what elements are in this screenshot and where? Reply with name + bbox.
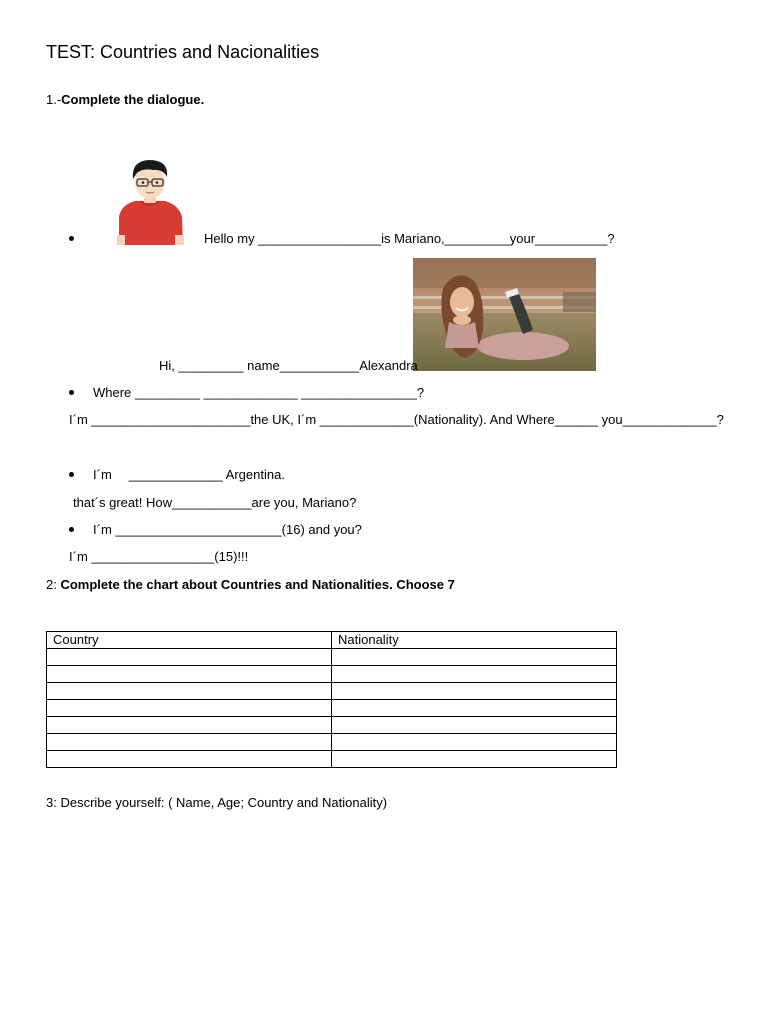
page-title: TEST: Countries and Nacionalities <box>46 42 320 62</box>
table-body <box>47 649 617 768</box>
header-country: Country <box>47 632 332 649</box>
nationality-cell[interactable] <box>332 717 617 734</box>
dialogue-line-7: I´m _______________________(16) and you? <box>93 522 362 537</box>
country-cell[interactable] <box>47 734 332 751</box>
dialogue-line-5-start: I´m <box>93 467 112 482</box>
section-1-number: 1.- <box>46 92 62 107</box>
country-cell[interactable] <box>47 751 332 768</box>
table-row <box>47 666 617 683</box>
section-1-heading <box>46 92 204 107</box>
nationality-cell[interactable] <box>332 751 617 768</box>
table-row <box>47 683 617 700</box>
section-2-title: Complete the chart about Countries and Nationalities. Choose 7 <box>60 577 455 592</box>
bullet-2 <box>69 390 74 395</box>
table-row <box>47 700 617 717</box>
countries-nationalities-table <box>46 631 617 768</box>
bullet-3 <box>69 472 74 477</box>
girl-photo-image <box>413 258 596 371</box>
country-cell[interactable] <box>47 683 332 700</box>
section-1-title: Complete the dialogue. <box>61 92 205 107</box>
dialogue-line-8: I´m _________________(15)!!! <box>69 549 249 564</box>
table-row <box>47 751 617 768</box>
dialogue-line-6: that´s great! How___________are you, Mariano? <box>73 495 357 510</box>
nationality-cell[interactable] <box>332 700 617 717</box>
nationality-cell[interactable] <box>332 649 617 666</box>
table-row <box>47 734 617 751</box>
country-cell[interactable] <box>47 649 332 666</box>
table-row <box>47 717 617 734</box>
country-cell[interactable] <box>47 700 332 717</box>
nationality-cell[interactable] <box>332 683 617 700</box>
nationality-cell[interactable] <box>332 666 617 683</box>
bullet-4 <box>69 527 74 532</box>
dialogue-line-3: Where _________ _____________ ________________? <box>93 385 425 400</box>
section-2-heading <box>46 577 455 592</box>
boy-cartoon-image <box>113 157 187 245</box>
section-3-heading: 3: Describe yourself: ( Name, Age; Country and Nationality) <box>46 795 388 810</box>
header-nationality: Nationality <box>332 632 617 649</box>
dialogue-line-5 <box>93 467 285 482</box>
nationality-cell[interactable] <box>332 734 617 751</box>
section-2-number: 2: <box>46 577 61 592</box>
country-cell[interactable] <box>47 666 332 683</box>
bullet-1 <box>69 236 74 241</box>
table-header-row <box>47 632 617 649</box>
dialogue-line-5-end: _____________ Argentina. <box>128 467 285 482</box>
dialogue-line-1: Hello my _________________is Mariano,_________your__________? <box>204 231 615 246</box>
country-cell[interactable] <box>47 717 332 734</box>
table-row <box>47 649 617 666</box>
dialogue-line-4: I´m ______________________the UK, I´m _____________(Nationality). And Where______ you_____________? <box>69 412 724 427</box>
dialogue-line-2: Hi, _________ name___________Alexandra <box>159 358 418 373</box>
